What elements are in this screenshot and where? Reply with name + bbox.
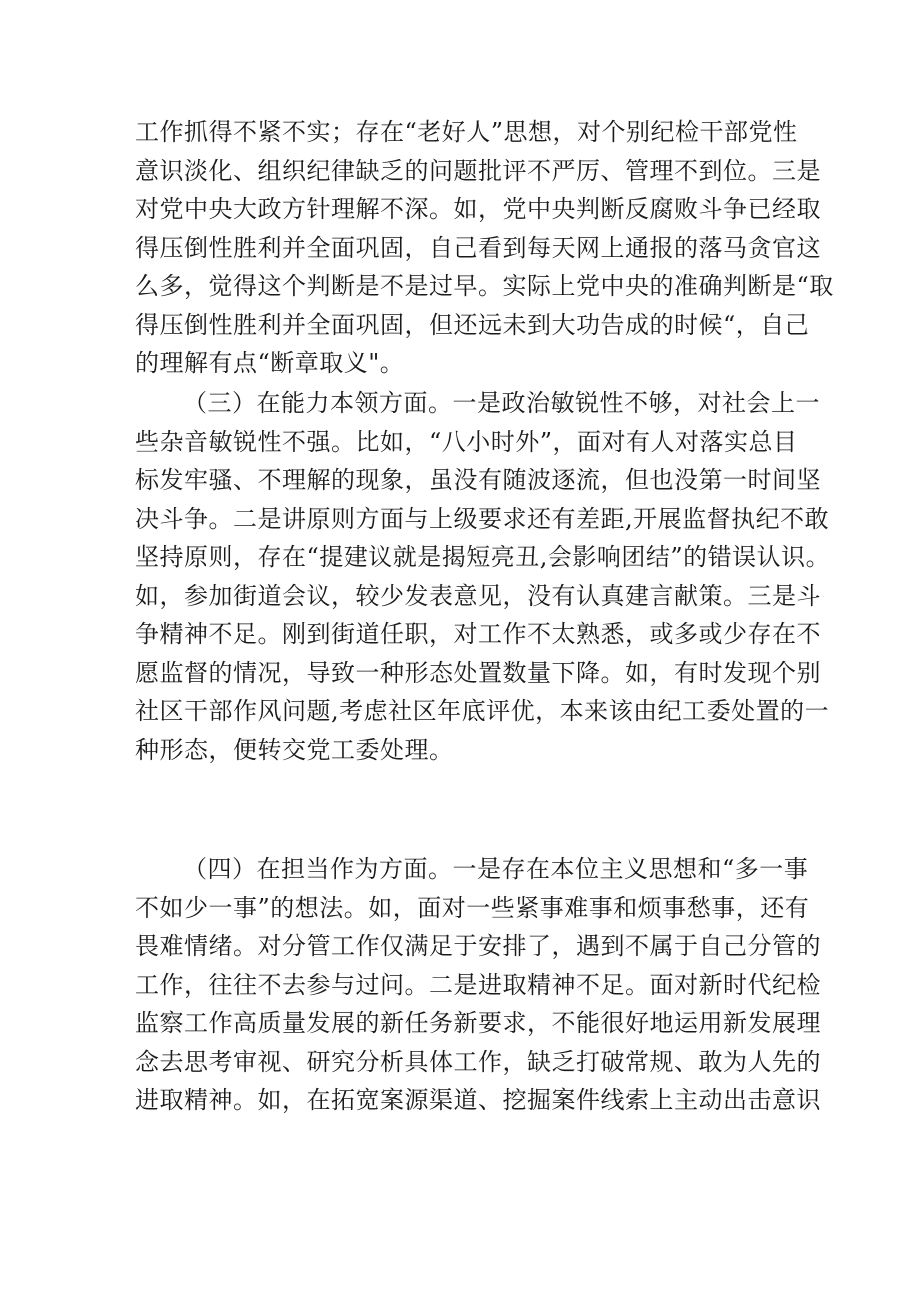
text-line: 愿监督的情况，导致一种形态处置数量下降。如，有时发现个别 [135,658,821,687]
text-line: 工作，往往不去参与过问。二是进取精神不足。面对新时代纪检 [135,970,821,999]
text-line: 如，参加街道会议，较少发表意见，没有认真建言献策。三是斗 [135,581,821,610]
text-line: 些杂音敏锐性不强。比如，“八小时外”，面对有人对落实总目 [135,427,798,456]
text-line: 不如少一事”的想法。如，面对一些紧事难事和烦事愁事，还有 [135,893,810,922]
section-heading-line: （四）在担当作为方面。一是存在本位主义思想和“多一事 [183,855,809,883]
text-line: 对党中央大政方针理解不深。如，党中央判断反腐败斗争已经取 [135,195,821,223]
paragraph-continuation [135,113,834,383]
text-line: 争精神不足。刚到街道任职，对工作不太熟悉，或多或少存在不 [135,620,821,648]
text-line: 社区干部作风问题,考虑社区年底评优，本来该由纪工委处置的一 [135,697,830,725]
text-line: 得压倒性胜利并全面巩固，自己看到每天网上通报的落马贪官这 [135,233,821,262]
text-line: 的理解有点“断章取义"。 [135,349,405,377]
text-line: 坚持原则，存在“提建议就是揭短亮丑,会影响团结”的错误认识。 [135,543,831,571]
text-line: 监察工作高质量发展的新任务新要求，不能很好地运用新发展理 [135,1009,821,1037]
section-heading-line: （三）在能力本领方面。一是政治敏锐性不够，对社会上一 [183,389,820,417]
text-line: 进取精神。如，在拓宽案源渠道、挖掘案件线索上主动出击意识 [135,1086,821,1114]
paragraph-responsibility [135,850,821,1120]
text-line: 么多，觉得这个判断是不是过早。实际上党中央的准确判断是“取 [135,272,834,300]
text-line: 得压倒性胜利并全面巩固，但还远未到大功告成的时候“，自己 [135,310,810,339]
text-line: 种形态，便转交党工委处理。 [135,735,454,764]
text-line: 意识淡化、组织纪律缺乏的问题批评不严厉、管理不到位。三是 [135,156,821,185]
text-line: 标发牢骚、不理解的现象，虽没有随波逐流，但也没第一时间坚 [135,466,821,494]
text-line: 工作抓得不紧不实；存在“老好人”思想，对个别纪检干部党性 [135,118,798,146]
text-line: 决斗争。二是讲原则方面与上级要求还有差距,开展监督执纪不敢 [135,504,830,533]
text-line: 念去思考审视、研究分析具体工作，缺乏打破常规、敢为人先的 [135,1047,821,1076]
text-line: 畏难情绪。对分管工作仅满足于安排了，遇到不属于自己分管的 [135,932,821,960]
paragraph-ability [135,384,831,769]
